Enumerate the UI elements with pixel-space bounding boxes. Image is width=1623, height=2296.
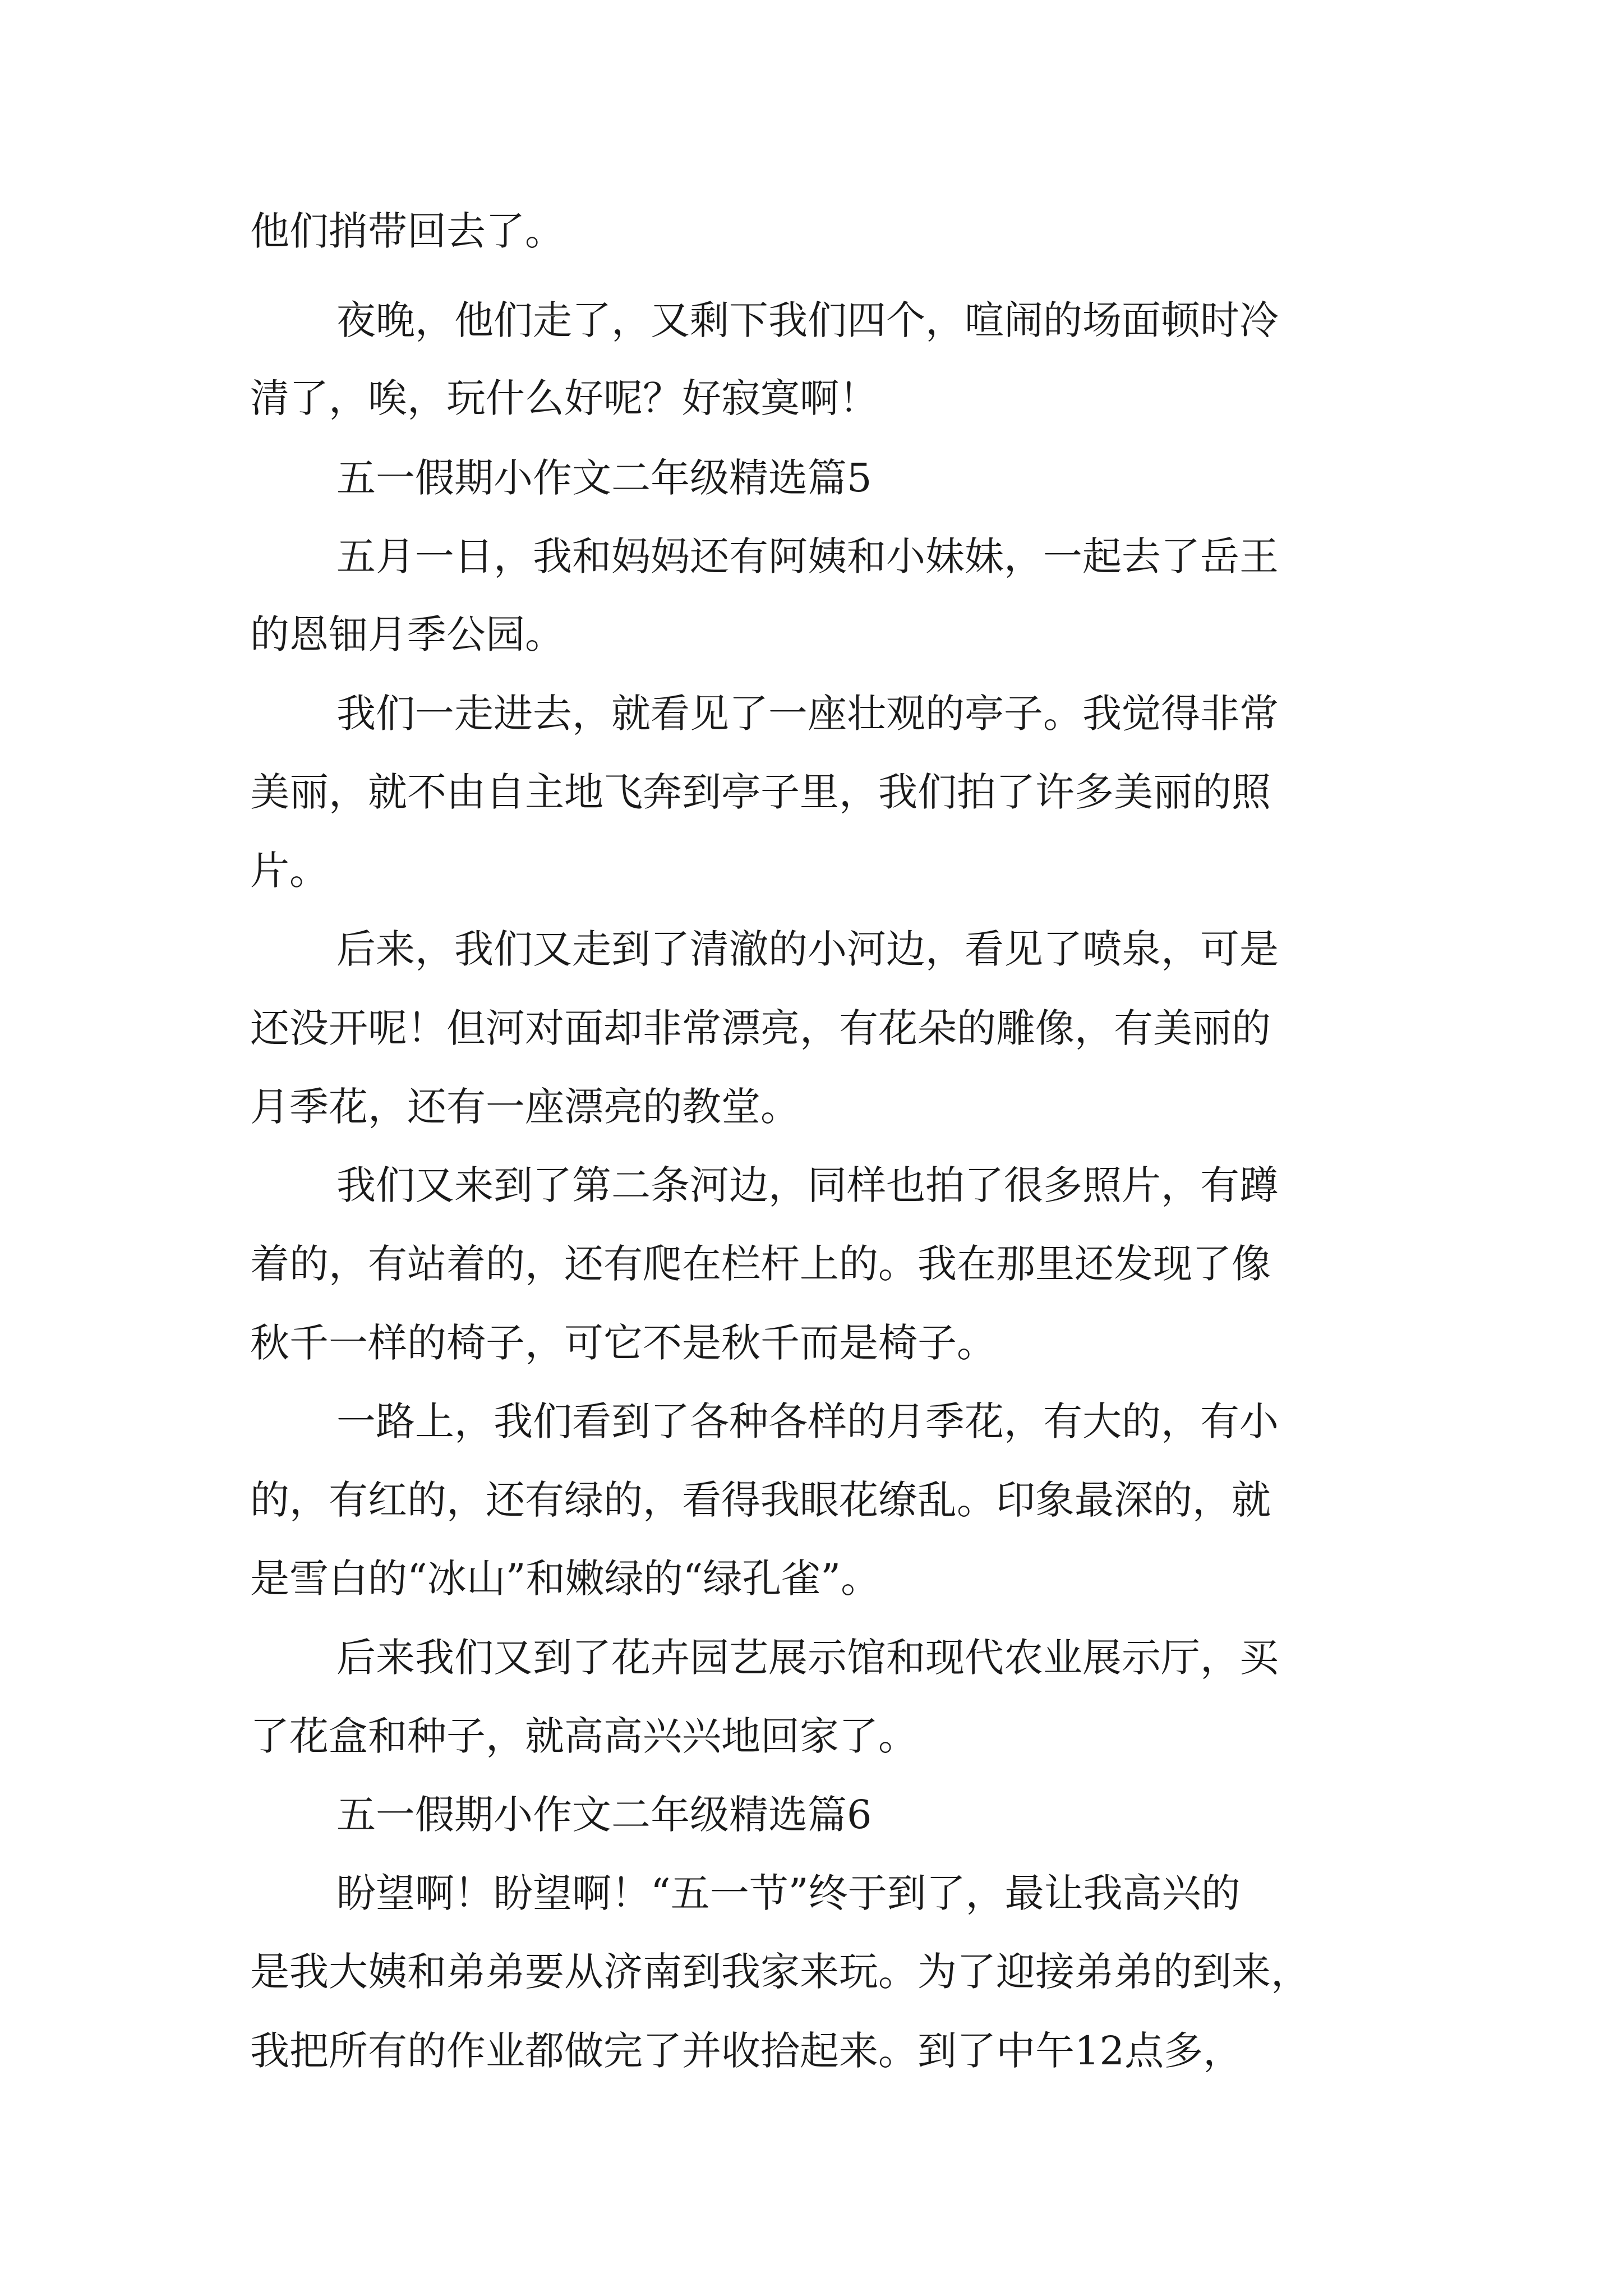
text-line: 盼望啊！盼望啊！“五一节”终于到了，最让我高兴的 (336, 1870, 1241, 1916)
text-line: 清了，唉，玩什么好呢？好寂寞啊！ (250, 375, 878, 421)
text-line: 月季花，还有一座漂亮的教堂。 (250, 1084, 800, 1130)
text-line: 片。 (250, 848, 329, 894)
text-line: 一路上，我们看到了各种各样的月季花，有大的，有小 (336, 1398, 1279, 1444)
text-line: 秋千一样的椅子，可它不是秋千而是椅子。 (250, 1320, 996, 1366)
text-line: 了花盒和种子，就高高兴兴地回家了。 (250, 1713, 917, 1759)
text-line: 的恩钿月季公园。 (250, 611, 564, 657)
text-line: 我把所有的作业都做完了并收拾起来。到了中午12点多， (250, 2028, 1243, 2074)
text-line: 我们又来到了第二条河边，同样也拍了很多照片，有蹲 (336, 1162, 1279, 1208)
text-line: 还没开呢！但河对面却非常漂亮，有花朵的雕像，有美丽的 (250, 1005, 1271, 1051)
text-line: 后来，我们又走到了清澈的小河边，看见了喷泉，可是 (336, 926, 1279, 972)
text-line: 五月一日，我和妈妈还有阿姨和小妹妹，一起去了岳王 (336, 533, 1279, 579)
text-line: 我们一走进去，就看见了一座壮观的亭子。我觉得非常 (336, 691, 1279, 737)
text-line: 美丽，就不由自主地飞奔到亭子里，我们拍了许多美丽的照 (250, 769, 1271, 815)
text-line: 后来我们又到了花卉园艺展示馆和现代农业展示厅，买 (336, 1635, 1279, 1681)
text-line: 夜晚，他们走了，又剩下我们四个，喧闹的场面顿时冷 (336, 297, 1279, 343)
text-line: 他们捎带回去了。 (250, 208, 564, 254)
section-heading: 五一假期小作文二年级精选篇5 (336, 455, 872, 501)
text-line: 的，有红的，还有绿的，看得我眼花缭乱。印象最深的，就 (250, 1477, 1271, 1523)
text-line: 着的，有站着的，还有爬在栏杆上的。我在那里还发现了像 (250, 1241, 1271, 1287)
section-heading: 五一假期小作文二年级精选篇6 (336, 1792, 872, 1838)
text-line: 是我大姨和弟弟要从济南到我家来玩。为了迎接弟弟的到来， (250, 1949, 1310, 1995)
text-line: 是雪白的“冰山”和嫩绿的“绿孔雀”。 (250, 1556, 880, 1602)
